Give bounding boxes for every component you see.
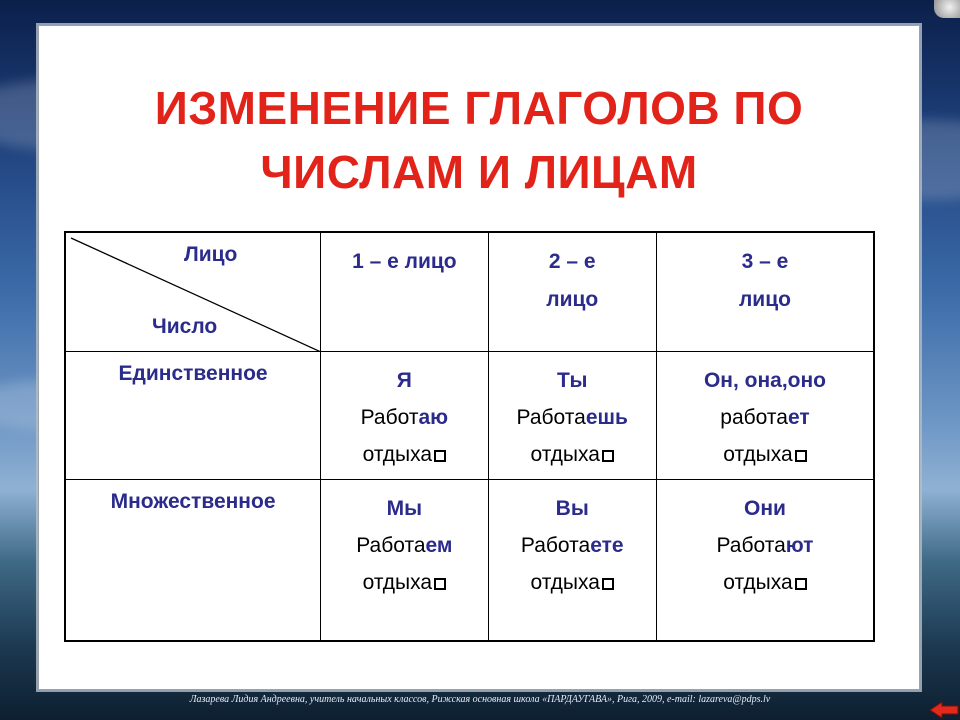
back-arrow-icon[interactable] xyxy=(928,700,960,720)
slide xyxy=(38,25,920,690)
pronoun: Ты xyxy=(556,368,588,392)
verb-form: Работаешь xyxy=(516,405,628,429)
verb-ending: ют xyxy=(785,533,814,557)
author-credit: Лазарева Лидия Андреевна, учитель начальных классов, Рижская основная школа «ПАРДАУГАВА», Рига, 2009, e-mail: lazareva@pdps.lv xyxy=(189,694,771,705)
header-label: лицо xyxy=(738,288,791,311)
verb-form: отдыха xyxy=(657,564,873,601)
verb-form: Работаем xyxy=(356,533,453,557)
verb-form: Работаете xyxy=(520,533,624,557)
corner-label-person: Лицо xyxy=(184,243,238,266)
verb-form: отдыха xyxy=(321,564,487,601)
globe-icon[interactable] xyxy=(934,0,960,18)
table-cell xyxy=(488,351,656,479)
title-line-1: ИЗМЕНЕНИЕ ГЛАГОЛОВ ПО xyxy=(154,82,804,134)
corner-label-number: Число xyxy=(152,315,218,338)
verb-ending: аю xyxy=(418,405,449,429)
header-third-person xyxy=(656,232,874,351)
conjugation-table xyxy=(64,231,875,642)
pronoun: Они xyxy=(744,496,786,520)
header-label: лицо xyxy=(546,288,599,311)
header-label: 3 – е xyxy=(741,250,789,273)
title-line-2: ЧИСЛАМ И ЛИЦАМ xyxy=(260,146,698,198)
verb-ending: ете xyxy=(590,533,624,557)
verb-form: Работаю xyxy=(360,405,449,429)
header-second-person xyxy=(488,232,656,351)
verb-form: работает xyxy=(720,405,810,429)
verb-ending: ешь xyxy=(585,405,628,429)
pronoun: Он, она,оно xyxy=(703,368,826,392)
blank-box-icon xyxy=(795,578,807,590)
pronoun: Я xyxy=(396,368,412,392)
pronoun: Мы xyxy=(386,496,423,520)
table-cell xyxy=(656,351,874,479)
verb-ending: ем xyxy=(425,533,453,557)
header-first-person xyxy=(321,232,488,351)
slide-title xyxy=(39,76,919,204)
pronoun: Вы xyxy=(555,496,589,520)
verb-form: отдыха xyxy=(321,436,487,473)
table-cell xyxy=(656,479,874,641)
verb-ending: ет xyxy=(787,405,810,429)
blank-box-icon xyxy=(434,578,446,590)
blank-box-icon xyxy=(795,450,807,462)
blank-box-icon xyxy=(602,450,614,462)
table-header-row xyxy=(65,232,874,351)
table-cell xyxy=(321,479,488,641)
table-cell xyxy=(321,351,488,479)
header-label: 1 – е лицо xyxy=(352,250,457,273)
row-label-singular: Единственное xyxy=(65,351,321,479)
corner-cell xyxy=(65,232,321,351)
blank-box-icon xyxy=(602,578,614,590)
verb-form: отдыха xyxy=(489,436,656,473)
row-label-plural: Множественное xyxy=(65,479,321,641)
table-row-plural xyxy=(65,479,874,641)
verb-form: Работают xyxy=(716,533,814,557)
table-cell xyxy=(488,479,656,641)
header-label: 2 – е xyxy=(548,250,596,273)
table-row-singular xyxy=(65,351,874,479)
verb-form: отдыха xyxy=(489,564,656,601)
blank-box-icon xyxy=(434,450,446,462)
verb-form: отдыха xyxy=(657,436,873,473)
